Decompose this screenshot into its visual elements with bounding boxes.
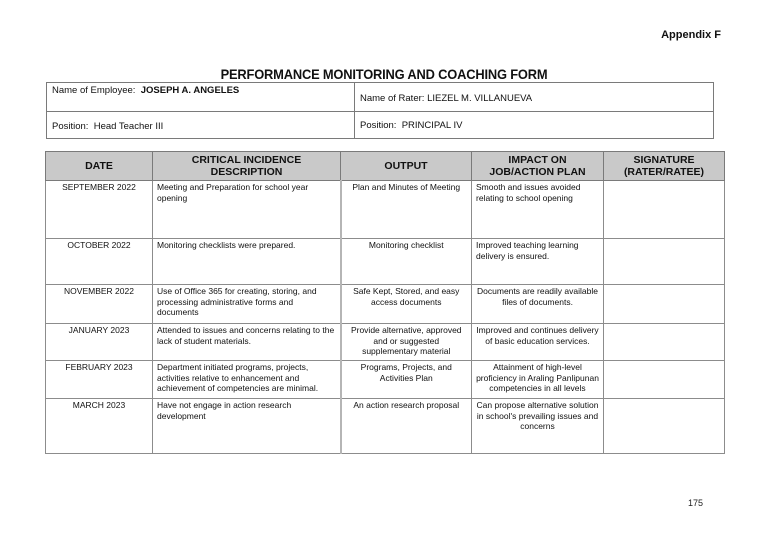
row-date: SEPTEMBER 2022 xyxy=(46,181,153,239)
employee-name-label: Name of Employee: xyxy=(52,85,136,96)
row-impact: Improved teaching learning delivery is ensured. xyxy=(472,239,604,285)
table-row xyxy=(46,324,725,361)
rater-name-value: LIEZEL M. VILLANUEVA xyxy=(427,93,533,104)
row-signature xyxy=(604,361,725,399)
header-date: DATE xyxy=(46,152,153,181)
row-date: MARCH 2023 xyxy=(46,399,153,454)
header-output: OUTPUT xyxy=(341,152,472,181)
row-description: Use of Office 365 for creating, storing, and processing administrative forms and documents xyxy=(153,285,341,324)
rater-position-cell xyxy=(355,112,714,139)
row-description: Attended to issues and concerns relating to the lack of student materials. xyxy=(153,324,341,361)
page-number: 175 xyxy=(688,498,704,508)
row-date: OCTOBER 2022 xyxy=(46,239,153,285)
info-row-names xyxy=(47,83,714,112)
header-description: CRITICAL INCIDENCE DESCRIPTION xyxy=(153,152,341,181)
employee-name-cell xyxy=(47,83,355,112)
header-impact: IMPACT ON JOB/ACTION PLAN xyxy=(472,152,604,181)
row-signature xyxy=(604,324,725,361)
row-output: Programs, Projects, and Activities Plan xyxy=(341,361,472,399)
employee-name-value: JOSEPH A. ANGELES xyxy=(140,85,240,96)
row-impact: Smooth and issues avoided relating to school opening xyxy=(472,181,604,239)
rater-position-value: PRINCIPAL IV xyxy=(401,119,463,131)
row-date: FEBRUARY 2023 xyxy=(46,361,153,399)
header-signature: SIGNATURE (RATER/RATEE) xyxy=(604,152,725,181)
row-output: Safe Kept, Stored, and easy access documents xyxy=(341,285,472,324)
table-row xyxy=(46,181,725,239)
employee-position-cell xyxy=(47,112,355,139)
table-row xyxy=(46,239,725,285)
row-signature xyxy=(604,239,725,285)
rater-position-label: Position: xyxy=(360,119,397,131)
employee-position-label: Position: xyxy=(52,120,89,132)
row-output: An action research proposal xyxy=(341,399,472,454)
info-row-positions xyxy=(47,112,714,139)
row-description: Meeting and Preparation for school year opening xyxy=(153,181,341,239)
table-header-row xyxy=(46,152,725,181)
rater-name-label: Name of Rater: xyxy=(360,93,425,104)
table-row xyxy=(46,285,725,324)
row-impact: Improved and continues delivery of basic education services. xyxy=(472,324,604,361)
row-output: Plan and Minutes of Meeting xyxy=(341,181,472,239)
form-title: PERFORMANCE MONITORING AND COACHING FORM xyxy=(220,66,548,82)
appendix-label: Appendix F xyxy=(661,29,721,41)
row-impact: Attainment of high-level proficiency in Araling Panlipunan competencies in all levels xyxy=(472,361,604,399)
row-output: Monitoring checklist xyxy=(341,239,472,285)
table-row xyxy=(46,399,725,454)
row-impact: Documents are readily available files of documents. xyxy=(472,285,604,324)
coaching-table xyxy=(45,151,725,454)
row-description: Have not engage in action research development xyxy=(153,399,341,454)
row-signature xyxy=(604,285,725,324)
table-row xyxy=(46,361,725,399)
row-impact: Can propose alternative solution in school's prevailing issues and concerns xyxy=(472,399,604,454)
row-output: Provide alternative, approved and or suggested supplementary material xyxy=(341,324,472,361)
row-description: Department initiated programs, projects, activities relative to enhancement and achievement of competencies are minimal. xyxy=(153,361,341,399)
employee-info-table xyxy=(46,82,714,139)
row-description: Monitoring checklists were prepared. xyxy=(153,239,341,285)
employee-position-value: Head Teacher III xyxy=(93,120,164,132)
row-date: JANUARY 2023 xyxy=(46,324,153,361)
row-signature xyxy=(604,399,725,454)
row-signature xyxy=(604,181,725,239)
rater-name-cell xyxy=(355,83,714,112)
row-date: NOVEMBER 2022 xyxy=(46,285,153,324)
